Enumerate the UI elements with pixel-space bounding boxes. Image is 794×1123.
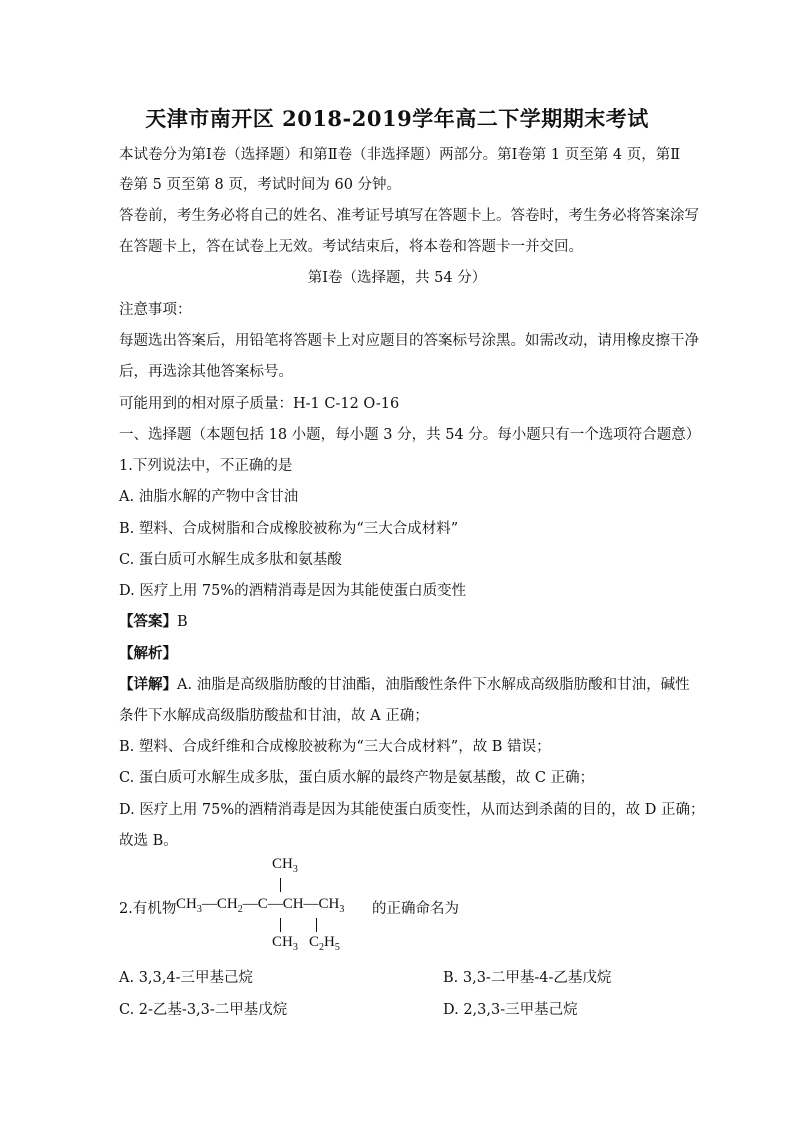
answer-label: 【答案】 — [119, 613, 177, 630]
detail-line-6: 故选 B。 — [119, 833, 178, 849]
q2-option-c: C. 2-乙基-3,3-二甲基戊烷 — [119, 1002, 288, 1018]
detail-line-3: B. 塑料、合成纤维和合成橡胶被称为“三大合成材料”，故 B 错误； — [119, 739, 551, 755]
bond-bottom-left — [280, 918, 281, 932]
bond-bottom-right — [316, 918, 317, 932]
notice-line-2: 后，再选涂其他答案标号。 — [119, 364, 293, 380]
detail-line-4: C. 蛋白质可水解生成多肽，蛋白质水解的最终产物是氨基酸，故 C 正确； — [119, 770, 595, 786]
intro-line-3: 答卷前，考生务必将自己的姓名、准考证号填写在答题卡上。答卷时，考生务必将答案涂写 — [119, 208, 699, 224]
top-methyl: $CH_3$ — [272, 856, 298, 875]
q1-answer-line — [119, 612, 188, 632]
intro-line-1: 本试卷分为第Ⅰ卷（选择题）和第Ⅱ卷（非选择题）两部分。第Ⅰ卷第 1 页至第 4 页，第Ⅱ — [119, 147, 681, 163]
exam-title: 天津市南开区 2018-2019学年高二下学期期末考试 — [145, 106, 649, 131]
part-heading: 一、选择题（本题包括 18 小题，每小题 3 分，共 54 分。每小题只有一个选项符合题意） — [119, 427, 701, 443]
intro-line-2: 卷第 5 页至第 8 页，考试时间为 60 分钟。 — [119, 177, 402, 193]
detail-label: 【详解】 — [119, 676, 177, 693]
q2-option-b: B. 3,3-二甲基-4-乙基戊烷 — [443, 970, 612, 986]
detail-text-1: A. 油脂是高级脂肪酸的甘油酯，油脂酸性条件下水解成高级脂肪酸和甘油，碱性 — [177, 677, 690, 693]
q1-option-a: A. 油脂水解的产物中含甘油 — [119, 489, 299, 505]
q1-option-b: B. 塑料、合成树脂和合成橡胶被称为“三大合成材料” — [119, 521, 459, 537]
bottom-ethyl: $C_2H_5$ — [309, 934, 340, 953]
q2-option-a: A. 3,3,4-三甲基己烷 — [119, 970, 253, 986]
detail-line-5: D. 医疗上用 75%的酒精消毒是因为其能使蛋白质变性，从而达到杀菌的目的，故 D 正确； — [119, 802, 705, 818]
q1-option-c: C. 蛋白质可水解生成多肽和氨基酸 — [119, 552, 342, 568]
detail-line-2: 条件下水解成高级脂肪酸盐和甘油，故 A 正确； — [119, 708, 429, 724]
main-chain: $CH_3—CH_2—C—CH—CH_3$ — [176, 896, 345, 915]
q2-stem-suffix: 的正确命名为 — [372, 901, 459, 917]
notice-line-1: 每题选出答案后，用铅笔将答题卡上对应题目的答案标号涂黑。如需改动，请用橡皮擦干净 — [119, 333, 699, 349]
answer-value: B — [177, 614, 188, 630]
analysis-label: 【解析】 — [119, 645, 177, 662]
q1-stem: 1.下列说法中，不正确的是 — [119, 458, 293, 474]
bond-top — [280, 878, 281, 892]
section-title: 第Ⅰ卷（选择题，共 54 分） — [307, 270, 487, 286]
bottom-methyl: $CH_3$ — [272, 934, 298, 953]
q1-option-d: D. 医疗上用 75%的酒精消毒是因为其能使蛋白质变性 — [119, 583, 467, 599]
detail-line-1 — [119, 675, 690, 695]
q2-option-d: D. 2,3,3-三甲基己烷 — [443, 1002, 578, 1018]
intro-line-4: 在答题卡上，答在试卷上无效。考试结束后，将本卷和答题卡一并交回。 — [119, 239, 583, 255]
q2-stem-prefix: 2.有机物 — [119, 901, 177, 917]
notice-label: 注意事项： — [119, 302, 192, 318]
atomic-masses: 可能用到的相对原子质量：H-1 C-12 O-16 — [119, 396, 400, 412]
